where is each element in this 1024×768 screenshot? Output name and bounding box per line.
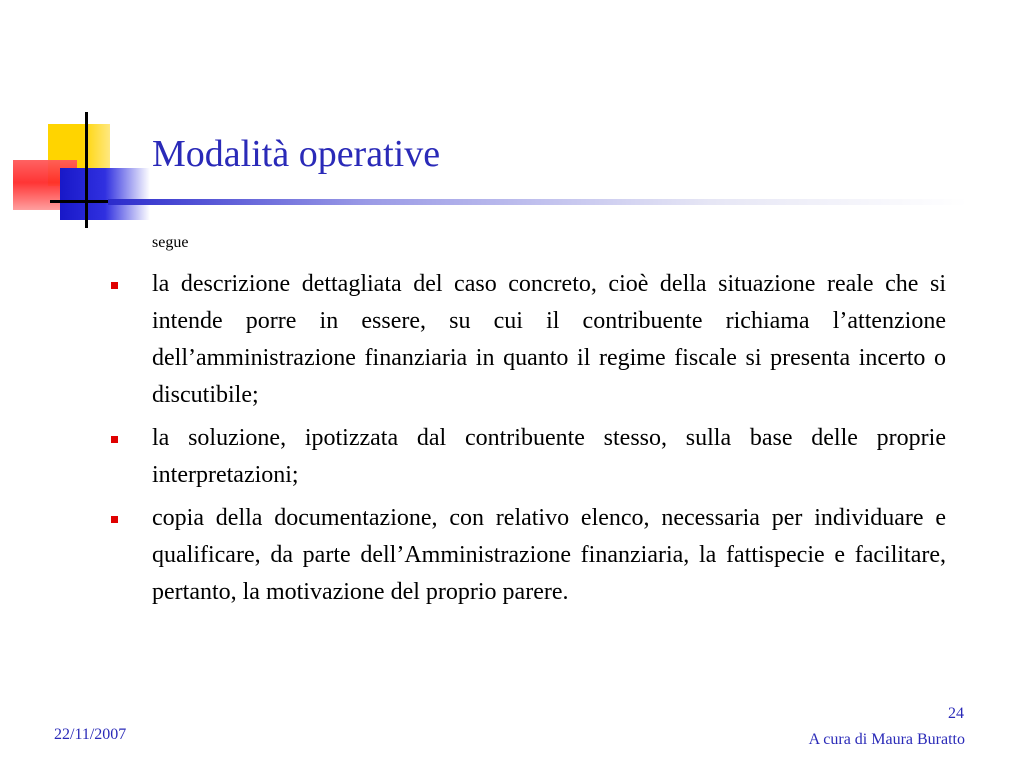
square-bullet-icon [111, 436, 118, 443]
blue-square-shape [60, 168, 150, 220]
bullet-text: copia della documentazione, con relativo elenco, necessaria per individuare e qualificare, da parte dell’Amministrazione finanziaria, la fattispecie e facilitare, pertanto, la motivazione del proprio parere. [152, 505, 946, 605]
bullet-list [108, 266, 946, 617]
slide-subtitle: segue [152, 234, 189, 251]
square-bullet-icon [111, 516, 118, 523]
title-underline-rule [108, 199, 968, 205]
bullet-text: la soluzione, ipotizzata dal contribuente stesso, sulla base delle proprie interpretazioni; [152, 425, 946, 488]
slide-title: Modalità operative [152, 133, 441, 175]
square-bullet-icon [111, 282, 118, 289]
page-number: 24 [948, 705, 964, 722]
vertical-line-shape [85, 112, 88, 228]
footer-date: 22/11/2007 [54, 726, 127, 743]
bullet-item [108, 420, 946, 494]
bullet-item [108, 266, 946, 414]
bullet-text: la descrizione dettagliata del caso concreto, cioè della situazione reale che si intende porre in essere, su cui il contribuente richiama l’attenzione dell’amministrazione finanziaria in quanto il regime fiscale si presenta incerto o discutibile; [152, 271, 946, 408]
footer-author: A cura di Maura Buratto [808, 731, 965, 748]
bullet-item [108, 500, 946, 611]
